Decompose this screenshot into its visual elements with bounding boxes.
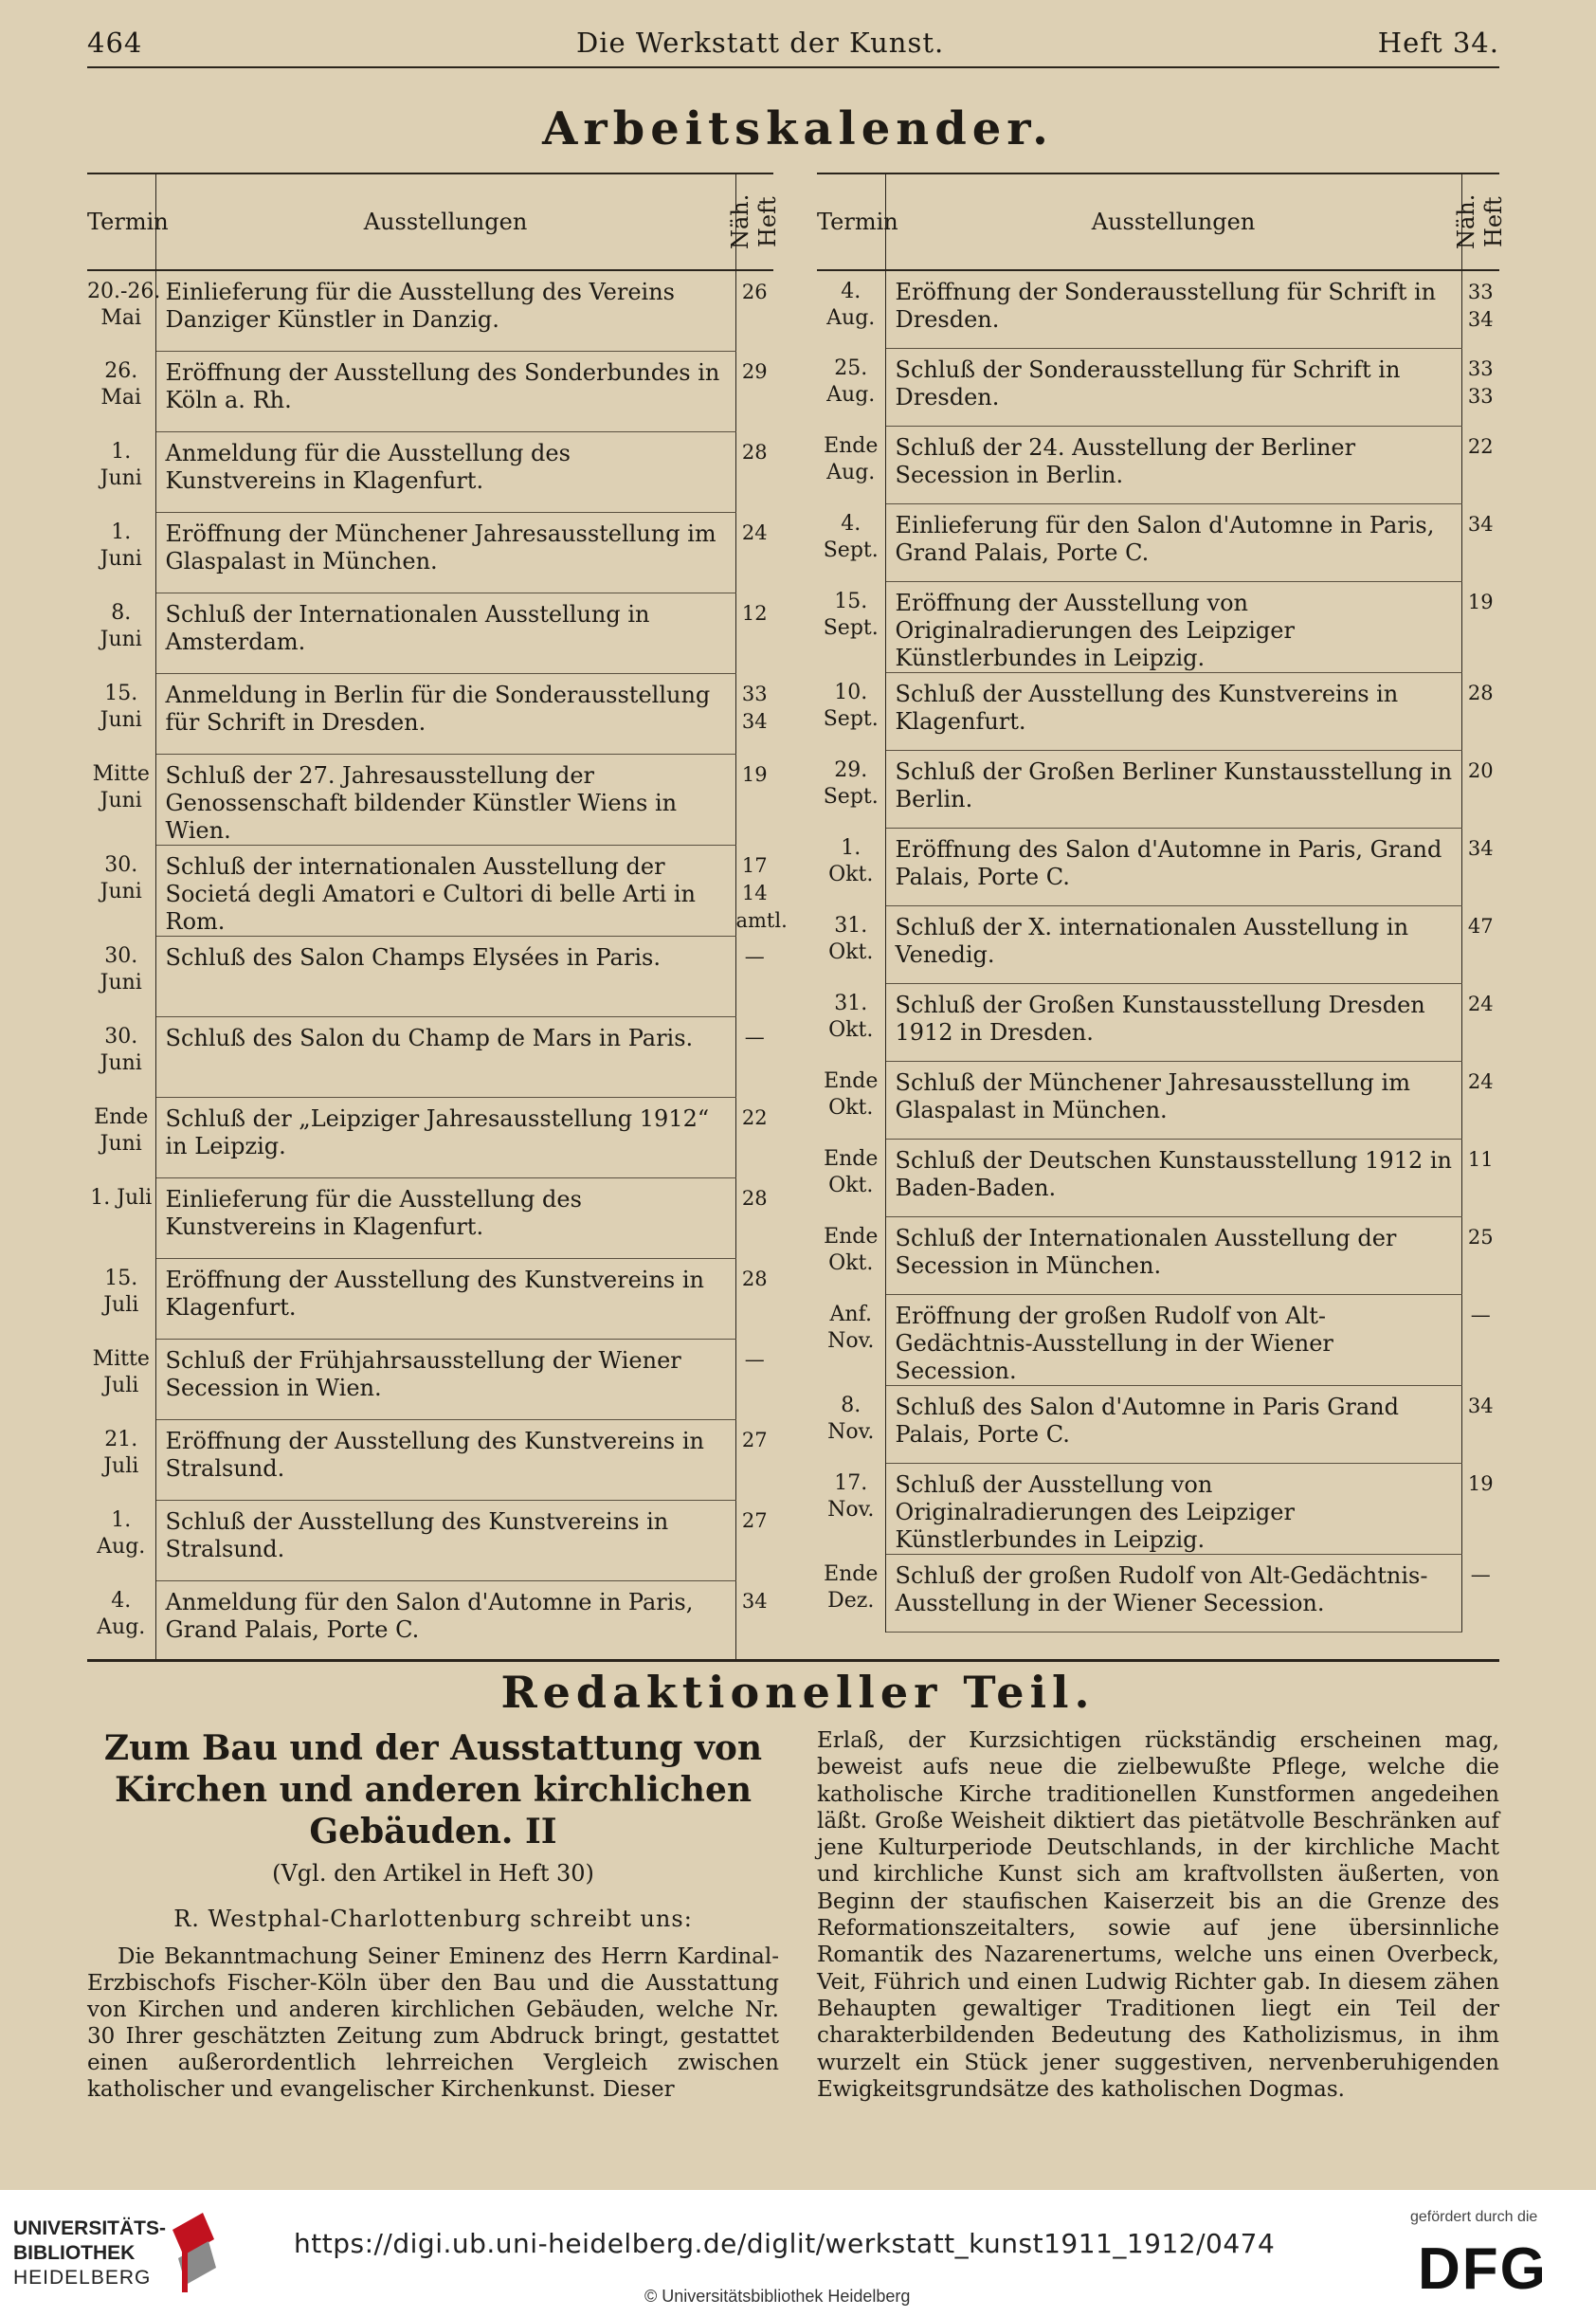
calendar-issue-ref: 22	[735, 1097, 773, 1177]
page-number: 464	[87, 27, 143, 59]
article-title: Zum Bau und der Ausstattung von Kirchen und anderen kirchlichen Gebäuden. II	[103, 1728, 763, 1852]
calendar-description: Schluß der Münchener Jahresausstellung im Glaspalast in München.	[885, 1061, 1461, 1139]
calendar-issue-ref: —	[1461, 1554, 1499, 1632]
calendar-date: 29. Sept.	[817, 750, 885, 828]
calendar-row	[817, 581, 1499, 672]
calendar-issue-ref: 28	[735, 1258, 773, 1339]
calendar-row	[817, 828, 1499, 905]
calendar-issue-ref: 33 33	[1461, 348, 1499, 426]
calendar-issue-ref: 24	[1461, 983, 1499, 1061]
calendar-description: Eröffnung der Ausstellung von Originalradierungen des Leipziger Künstlerbundes in Leipzig.	[885, 581, 1461, 672]
column-header-issue: Näh. Heft	[735, 173, 773, 270]
calendar-issue-ref: 11	[1461, 1139, 1499, 1216]
calendar-issue-ref: 34	[735, 1580, 773, 1661]
calendar-issue-ref: —	[735, 1339, 773, 1419]
calendar-description: Schluß des Salon Champs Elysées in Paris.	[155, 936, 735, 1016]
calendar-issue-ref: 29	[735, 351, 773, 431]
calendar-description: Schluß der Ausstellung des Kunstvereins in Klagenfurt.	[885, 672, 1461, 750]
calendar-issue-ref: 26	[735, 270, 773, 351]
calendar-date: Ende Juni	[87, 1097, 155, 1177]
calendar-description: Schluß der internationalen Ausstellung der Societá degli Amatori e Cultori di belle Arti in Rom.	[155, 845, 735, 936]
calendar-date: Ende Okt.	[817, 1061, 885, 1139]
calendar-row	[817, 270, 1499, 348]
calendar-issue-ref: 34	[1461, 1385, 1499, 1463]
calendar-row	[87, 593, 773, 673]
calendar-date: 25. Aug.	[817, 348, 885, 426]
calendar-row	[817, 1139, 1499, 1216]
calendar-description: Schluß der Sonderausstellung für Schrift in Dresden.	[885, 348, 1461, 426]
calendar-issue-ref: 25	[1461, 1216, 1499, 1294]
calendar-issue-ref: 19	[1461, 1463, 1499, 1554]
calendar-row	[87, 1419, 773, 1500]
column-header-exhibitions: Ausstellungen	[885, 173, 1461, 270]
calendar-description: Schluß der Frühjahrsausstellung der Wiener Secession in Wien.	[155, 1339, 735, 1419]
calendar-date: Mitte Juni	[87, 754, 155, 845]
calendar-issue-ref: 19	[1461, 581, 1499, 672]
calendar-date: 10. Sept.	[817, 672, 885, 750]
running-head	[87, 27, 1499, 68]
calendar-date: 1. Okt.	[817, 828, 885, 905]
editorial-section-title: Redaktioneller Teil.	[500, 1667, 1096, 1718]
calendar-row	[87, 1258, 773, 1339]
calendar-description: Schluß der großen Rudolf von Alt-Gedächtnis-Ausstellung in der Wiener Secession.	[885, 1554, 1461, 1632]
calendar-description: Anmeldung für den Salon d'Automne in Paris, Grand Palais, Porte C.	[155, 1580, 735, 1661]
calendar-date: 30. Juni	[87, 1016, 155, 1097]
calendar-description: Schluß der Großen Kunstausstellung Dresden 1912 in Dresden.	[885, 983, 1461, 1061]
calendar-date: 15. Sept.	[817, 581, 885, 672]
calendar-issue-ref: —	[735, 936, 773, 1016]
calendar-table-right	[817, 173, 1507, 1633]
university-library-logo[interactable]	[13, 2211, 231, 2296]
calendar-issue-ref: 27	[735, 1500, 773, 1580]
column-header-exhibitions: Ausstellungen	[155, 173, 735, 270]
calendar-issue-ref: 22	[1461, 426, 1499, 503]
calendar-description: Anmeldung für die Ausstellung des Kunstvereins in Klagenfurt.	[155, 431, 735, 512]
calendar-row	[87, 1177, 773, 1258]
calendar-issue-ref: 19	[735, 754, 773, 845]
calendar-date: 8. Juni	[87, 593, 155, 673]
calendar-description: Schluß des Salon d'Automne in Paris Grand Palais, Porte C.	[885, 1385, 1461, 1463]
calendar-issue-ref: 12	[735, 593, 773, 673]
calendar-date: 4. Sept.	[817, 503, 885, 581]
calendar-row	[817, 905, 1499, 983]
calendar-description: Eröffnung der Ausstellung des Kunstvereins in Stralsund.	[155, 1419, 735, 1500]
calendar-row	[817, 1463, 1499, 1554]
calendar-description: Eröffnung der Münchener Jahresausstellung im Glaspalast in München.	[155, 512, 735, 593]
calendar-description: Schluß der X. internationalen Ausstellung in Venedig.	[885, 905, 1461, 983]
article-body-column-left: Die Bekanntmachung Seiner Eminenz des Herrn Kardinal-Erzbischofs Fischer-Köln über den Bau und die Ausstattung von Kirchen und anderen kirchlichen Gebäuden, welche Nr. 30 Ihrer geschätzten Zeitung zum Abdruck bringt, gestattet einen außerordentlich lehrreichen Vergleich zwischen katholischer und evangelischer Kirchenkunst. Dieser	[87, 1944, 779, 2102]
calendar-row	[817, 426, 1499, 503]
calendar-issue-ref: 20	[1461, 750, 1499, 828]
calendar-issue-ref: 33 34	[1461, 270, 1499, 348]
calendar-date: Ende Aug.	[817, 426, 885, 503]
article-body-column-right: Erlaß, der Kurzsichtigen rückständig erscheinen mag, beweist aufs neue die zielbewußte Pflege, welche die katholische Kirche traditionellen Kunstformen angedeihen läßt. Große Weisheit diktiert das pietätvolle Beschränken auf jene Kulturperiode Deutschlands, in der kirchliche Macht und kirchliche Kunst sich am kraftvollsten äußerten, von Beginn der staufischen Kaiserzeit bis an die Grenze des Reformationszeitalters, sowie auf jene übersinnliche Romantik des Nazarenertums, welche uns einen Overbeck, Veit, Führich und einen Ludwig Richter gab. In diesem zähen Behaupten gewaltiger Traditionen liegt ein Teil der charakterbildenden Bedeutung des Katholizismus, in ihm wurzelt ein Stück jener suggestiven, nervenberuhigenden Ewigkeitsgrundsätze des katholischen Dogmas.	[817, 1728, 1499, 2102]
calendar-date: Ende Dez.	[817, 1554, 885, 1632]
calendar-issue-ref: 24	[735, 512, 773, 593]
calendar-row	[817, 750, 1499, 828]
calendar-row	[87, 1580, 773, 1661]
calendar-row	[87, 351, 773, 431]
calendar-description: Schluß der Internationalen Ausstellung in Amsterdam.	[155, 593, 735, 673]
dfg-logo[interactable]: DFG	[1418, 2236, 1548, 2302]
calendar-date: Mitte Juli	[87, 1339, 155, 1419]
calendar-description: Eröffnung der großen Rudolf von Alt-Gedächtnis-Ausstellung in der Wiener Secession.	[885, 1294, 1461, 1385]
calendar-description: Einlieferung für die Ausstellung des Kunstvereins in Klagenfurt.	[155, 1177, 735, 1258]
calendar-issue-ref: 17 14 amtl.	[735, 845, 773, 936]
calendar-row	[87, 673, 773, 754]
calendar-date: 4. Aug.	[87, 1580, 155, 1661]
calendar-row	[87, 754, 773, 845]
calendar-issue-ref: 33 34	[735, 673, 773, 754]
calendar-description: Schluß der Ausstellung des Kunstvereins in Stralsund.	[155, 1500, 735, 1580]
calendar-row	[87, 1500, 773, 1580]
calendar-row	[87, 512, 773, 593]
library-name-line1: UNIVERSITÄTS-	[13, 2217, 167, 2239]
calendar-description: Schluß der Internationalen Ausstellung der Secession in München.	[885, 1216, 1461, 1294]
calendar-date: Ende Okt.	[817, 1139, 885, 1216]
column-header-date: Termin	[817, 173, 885, 270]
calendar-issue-ref: 28	[735, 1177, 773, 1258]
calendar-row	[817, 1061, 1499, 1139]
calendar-description: Schluß der Ausstellung von Originalradierungen des Leipziger Künstlerbundes in Leipzig.	[885, 1463, 1461, 1554]
library-name-line3: HEIDELBERG	[13, 2267, 152, 2289]
calendar-date: 8. Nov.	[817, 1385, 885, 1463]
calendar-issue-ref: 24	[1461, 1061, 1499, 1139]
calendar-date: 21. Juli	[87, 1419, 155, 1500]
column-header-issue: Näh. Heft	[1461, 173, 1499, 270]
funding-note: gefördert durch die	[1410, 2209, 1538, 2225]
calendar-row	[817, 672, 1499, 750]
calendar-date: 15. Juni	[87, 673, 155, 754]
section-divider	[87, 1659, 1499, 1662]
calendar-date: 26. Mai	[87, 351, 155, 431]
copyright-notice: © Universitätsbibliothek Heidelberg	[644, 2287, 911, 2306]
calendar-date: 31. Okt.	[817, 905, 885, 983]
calendar-row	[817, 1294, 1499, 1385]
calendar-date: 30. Juni	[87, 936, 155, 1016]
calendar-description: Schluß des Salon du Champ de Mars in Paris.	[155, 1016, 735, 1097]
digitization-footer	[0, 2190, 1596, 2317]
calendar-description: Schluß der Großen Berliner Kunstausstellung in Berlin.	[885, 750, 1461, 828]
calendar-row	[87, 1016, 773, 1097]
calendar-date: 1. Juni	[87, 512, 155, 593]
calendar-date: Ende Okt.	[817, 1216, 885, 1294]
calendar-description: Eröffnung der Sonderausstellung für Schrift in Dresden.	[885, 270, 1461, 348]
journal-title: Die Werkstatt der Kunst.	[575, 27, 945, 59]
calendar-row	[87, 936, 773, 1016]
calendar-issue-ref: 34	[1461, 503, 1499, 581]
permalink-url[interactable]: https://digi.ub.uni-heidelberg.de/diglit/werkstatt_kunst1911_1912/0474	[294, 2228, 1276, 2259]
column-header-date: Termin	[87, 173, 155, 270]
calendar-description: Einlieferung für die Ausstellung des Vereins Danziger Künstler in Danzig.	[155, 270, 735, 351]
calendar-issue-ref: 27	[735, 1419, 773, 1500]
calendar-description: Anmeldung in Berlin für die Sonderausstellung für Schrift in Dresden.	[155, 673, 735, 754]
calendar-row	[817, 1554, 1499, 1632]
calendar-row	[817, 1385, 1499, 1463]
calendar-description: Schluß der 24. Ausstellung der Berliner Secession in Berlin.	[885, 426, 1461, 503]
calendar-description: Schluß der 27. Jahresausstellung der Genossenschaft bildender Künstler Wiens in Wien.	[155, 754, 735, 845]
calendar-row	[87, 845, 773, 936]
library-name-line2: BIBLIOTHEK	[13, 2242, 136, 2264]
calendar-issue-ref: —	[1461, 1294, 1499, 1385]
calendar-row	[817, 1216, 1499, 1294]
calendar-date: 30. Juni	[87, 845, 155, 936]
calendar-issue-ref: 47	[1461, 905, 1499, 983]
calendar-issue-ref: 28	[1461, 672, 1499, 750]
calendar-issue-ref: 28	[735, 431, 773, 512]
calendar-row	[817, 348, 1499, 426]
calendar-description: Eröffnung des Salon d'Automne in Paris, Grand Palais, Porte C.	[885, 828, 1461, 905]
calendar-date: 1. Juni	[87, 431, 155, 512]
calendar-date: Anf. Nov.	[817, 1294, 885, 1385]
calendar-date: 17. Nov.	[817, 1463, 885, 1554]
calendar-date: 20.-26. Mai	[87, 270, 155, 351]
calendar-row	[87, 431, 773, 512]
calendar-row	[87, 270, 773, 351]
calendar-issue-ref: 34	[1461, 828, 1499, 905]
calendar-description: Eröffnung der Ausstellung des Kunstvereins in Klagenfurt.	[155, 1258, 735, 1339]
article-reference: (Vgl. den Artikel in Heft 30)	[272, 1860, 594, 1887]
article-author-line: R. Westphal-Charlottenburg schreibt uns:	[173, 1906, 693, 1932]
calendar-title: Arbeitskalender.	[542, 102, 1054, 155]
calendar-row	[87, 1339, 773, 1419]
calendar-date: 1. Aug.	[87, 1500, 155, 1580]
calendar-date: 4. Aug.	[817, 270, 885, 348]
calendar-description: Eröffnung der Ausstellung des Sonderbundes in Köln a. Rh.	[155, 351, 735, 431]
calendar-description: Einlieferung für den Salon d'Automne in Paris, Grand Palais, Porte C.	[885, 503, 1461, 581]
calendar-date: 31. Okt.	[817, 983, 885, 1061]
issue-number: Heft 34.	[1377, 27, 1499, 59]
calendar-table-left	[87, 173, 788, 1662]
calendar-row	[817, 983, 1499, 1061]
calendar-description: Schluß der „Leipziger Jahresausstellung 1912“ in Leipzig.	[155, 1097, 735, 1177]
calendar-row	[87, 1097, 773, 1177]
calendar-issue-ref: —	[735, 1016, 773, 1097]
library-emblem-icon	[165, 2211, 222, 2296]
calendar-row	[817, 503, 1499, 581]
calendar-date: 15. Juli	[87, 1258, 155, 1339]
calendar-description: Schluß der Deutschen Kunstausstellung 1912 in Baden-Baden.	[885, 1139, 1461, 1216]
calendar-date: 1. Juli	[87, 1177, 155, 1258]
